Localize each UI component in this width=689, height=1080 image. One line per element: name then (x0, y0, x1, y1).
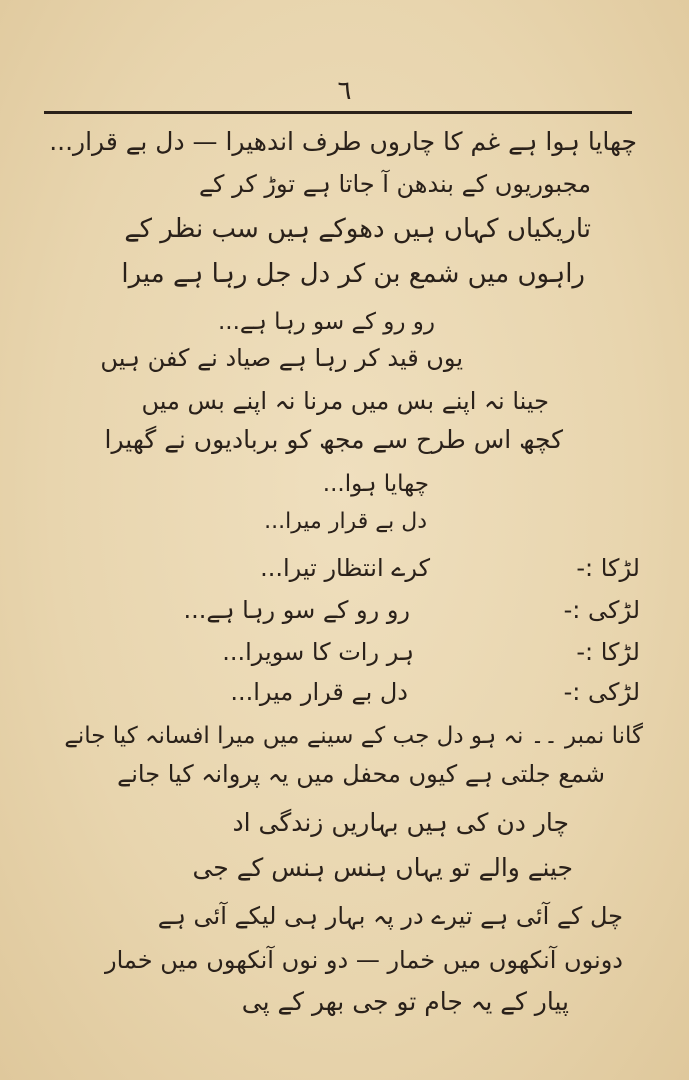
dialogue-row (40, 672, 640, 712)
verse-line: کچھ اس طرح سے مجھ کو بربادیوں نے گھیرا (104, 425, 563, 454)
verse-line: جینا نہ اپنے بس میں مرنا نہ اپنے بس میں (141, 387, 549, 415)
song-line: جینے والے تو یہاں ہنس ہنس کے جی (192, 853, 573, 882)
verse-line: یوں قید کر رہا ہے صیاد نے کفن ہیں (100, 344, 463, 372)
speaker-label: لڑکی :- (563, 678, 640, 706)
header-rule (44, 111, 632, 114)
page-number: ٦ (337, 76, 352, 106)
speech-text: دل بے قرار میرا... (230, 678, 408, 706)
dialogue-row (40, 590, 640, 630)
song-line: چار دن کی ہیں بہاریں زندگی اد (232, 808, 569, 837)
speech-text: رو رو کے سو رہا ہے... (183, 596, 410, 624)
speaker-label: لڑکا :- (576, 554, 640, 582)
speaker-label: لڑکا :- (576, 638, 640, 666)
verse-line: رو رو کے سو رہا ہے... (217, 309, 435, 335)
song-line: دونوں آنکھوں میں خمار — دو نوں آنکھوں میں خمار (105, 946, 623, 974)
song-line: شمع جلتی ہے کیوں محفل میں یہ پروانہ کیا جانے (117, 760, 605, 788)
speech-text: ہر رات کا سویرا... (222, 638, 414, 666)
speech-text: کرے انتظار تیرا... (260, 554, 430, 582)
verse-line: چھایا ہوا ہے غم کا چاروں طرف اندھیرا — دل بے قرار... (49, 127, 637, 156)
verse-line: مجبوریوں کے بندھن آ جاتا ہے توڑ کر کے (198, 170, 591, 198)
verse-line: تاریکیاں کہاں ہیں دھوکے ہیں سب نظر کے (124, 214, 591, 244)
song-line: چل کے آئی ہے تیرے در پہ بہار ہی لیکے آئی ہے (157, 902, 623, 930)
speaker-label: لڑکی :- (563, 596, 640, 624)
dialogue-row (40, 632, 640, 672)
verse-line: راہوں میں شمع بن کر دل جل رہا ہے میرا (121, 259, 585, 289)
verse-line: دل بے قرار میرا... (264, 509, 427, 534)
verse-line: چھایا ہوا... (322, 471, 429, 497)
song-line: گانا نمبر ۔۔ نہ ہو دل جب کے سینے میں میرا افسانہ کیا جانے (64, 723, 643, 749)
song-line: پیار کے یہ جام تو جی بھر کے پی (241, 987, 569, 1016)
dialogue-row (40, 548, 640, 588)
